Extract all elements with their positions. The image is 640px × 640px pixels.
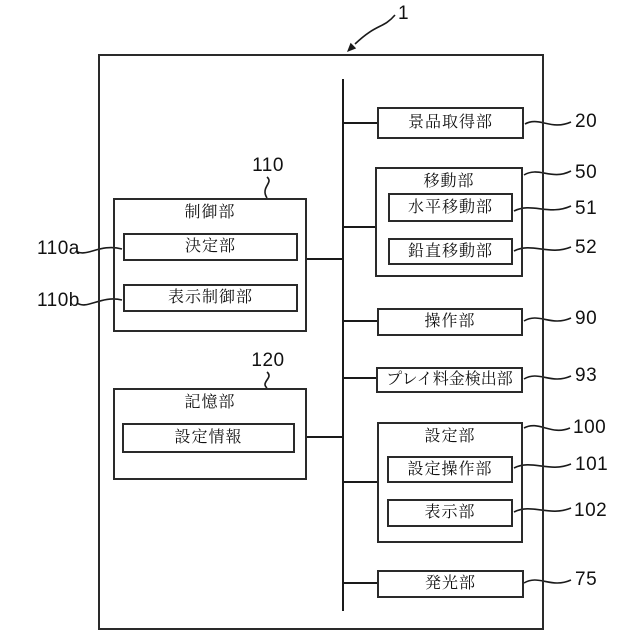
play-fee-detection-unit-box <box>376 367 523 393</box>
outer-frame <box>98 54 544 630</box>
ref-51: 51 <box>575 198 598 219</box>
ref-110: 110 <box>252 155 284 176</box>
light-emitting-unit-label: 発光部 <box>424 575 476 592</box>
ref-102: 102 <box>574 500 608 521</box>
light-emitting-unit-box <box>377 570 524 598</box>
moving-unit-label: 移動部 <box>423 173 475 190</box>
display-unit-box <box>387 499 513 527</box>
setting-unit-label: 設定部 <box>424 428 476 445</box>
setting-information-box <box>122 423 295 453</box>
vertical-moving-unit-label: 鉛直移動部 <box>407 242 493 260</box>
setting-operation-unit-box <box>387 456 513 483</box>
decision-unit-box <box>123 233 298 261</box>
display-control-unit-label: 表示制御部 <box>167 289 253 306</box>
figure-ref-arrow-line <box>355 15 395 44</box>
prize-acquisition-unit-label: 景品取得部 <box>407 114 493 131</box>
ref-110a: 110a <box>37 238 80 259</box>
storage-unit-label: 記憶部 <box>184 394 236 411</box>
ref-75: 75 <box>575 569 598 590</box>
ref-110b: 110b <box>37 290 80 311</box>
ref-52: 52 <box>575 237 598 258</box>
ref-93: 93 <box>575 365 598 386</box>
ref-120: 120 <box>251 350 285 371</box>
ref-90: 90 <box>575 308 598 329</box>
setting-information-label: 設定情報 <box>174 429 243 446</box>
ref-50: 50 <box>575 162 598 183</box>
prize-acquisition-unit-box <box>377 107 524 139</box>
control-unit-label: 制御部 <box>184 204 236 221</box>
operation-unit-box <box>377 308 523 336</box>
operation-unit-label: 操作部 <box>424 313 476 330</box>
decision-unit-label: 決定部 <box>184 238 236 255</box>
ref-1: 1 <box>398 3 410 24</box>
ref-101: 101 <box>575 454 609 475</box>
horizontal-moving-unit-label: 水平移動部 <box>407 198 493 216</box>
figure-ref-arrowhead <box>347 43 356 52</box>
play-fee-detection-unit-label: プレイ料金検出部 <box>386 371 513 388</box>
vertical-moving-unit-box <box>388 238 513 265</box>
setting-operation-unit-label: 設定操作部 <box>407 460 493 478</box>
ref-100: 100 <box>573 417 607 438</box>
display-control-unit-box <box>123 284 298 312</box>
ref-20: 20 <box>575 111 598 132</box>
display-unit-label: 表示部 <box>424 504 476 521</box>
horizontal-moving-unit-box <box>388 193 513 222</box>
